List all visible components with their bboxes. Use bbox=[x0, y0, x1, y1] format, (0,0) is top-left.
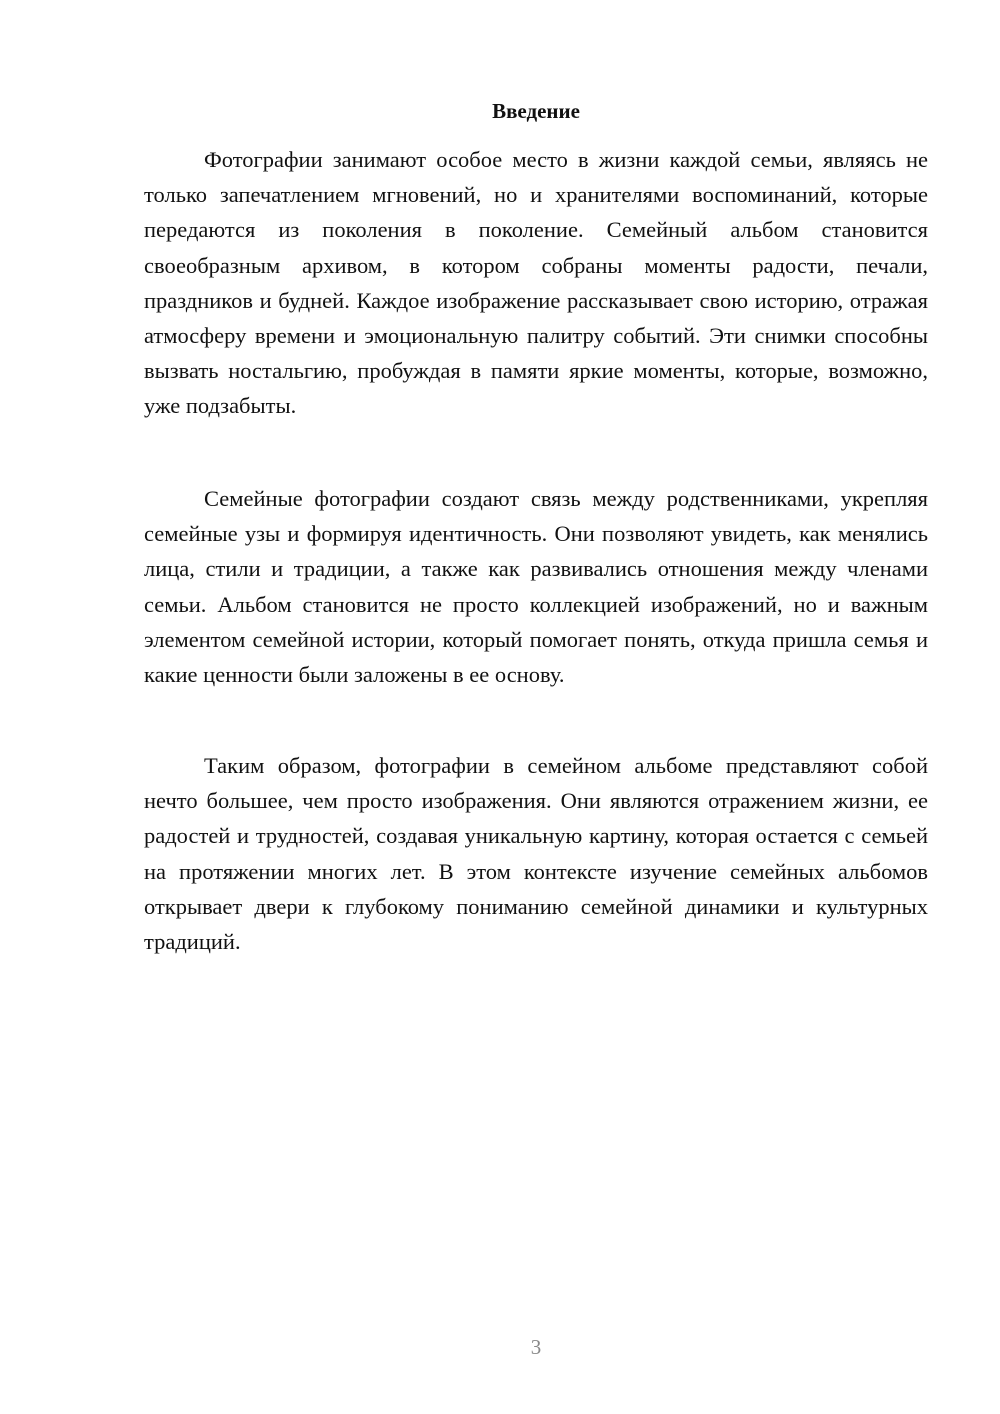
paragraph-2: Семейные фотографии создают связь между родственниками, укрепляя семейные узы и формируя идентичность. Они позволяют увидеть, как менялись лица, стили и традиции, а также как развивались отношения между членами семьи. Альбом становится не просто коллекцией изображений, но и важным элементом семейной истории, который помогает понять, откуда пришла семья и какие ценности были заложены в ее основу. bbox=[144, 486, 928, 688]
paragraph-1: Фотографии занимают особое место в жизни каждой семьи, являясь не только запечатлением мгновений, но и хранителями воспоминаний, которые передаются из поколения в поколение. Семейный альбом становится своеобразным архивом, в котором собраны моменты радости, печали, праздников и будней. Каждое изображение рассказывает свою историю, отражая атмосферу времени и эмоциональную палитру событий. Эти снимки способны вызвать ностальгию, пробуждая в памяти яркие моменты, которые, возможно, уже подзабыты. bbox=[144, 147, 928, 419]
paragraph-3: Таким образом, фотографии в семейном альбоме представляют собой нечто большее, чем просто изображения. Они являются отражением жизни, ее радостей и трудностей, создавая уникальную картину, которая остается с семьей на протяжении многих лет. В этом контексте изучение семейных альбомов открывает двери к глубокому пониманию семейной динамики и культурных традиций. bbox=[144, 753, 928, 955]
page-number: 3 bbox=[530, 1335, 542, 1359]
section-heading: Введение bbox=[492, 99, 580, 123]
